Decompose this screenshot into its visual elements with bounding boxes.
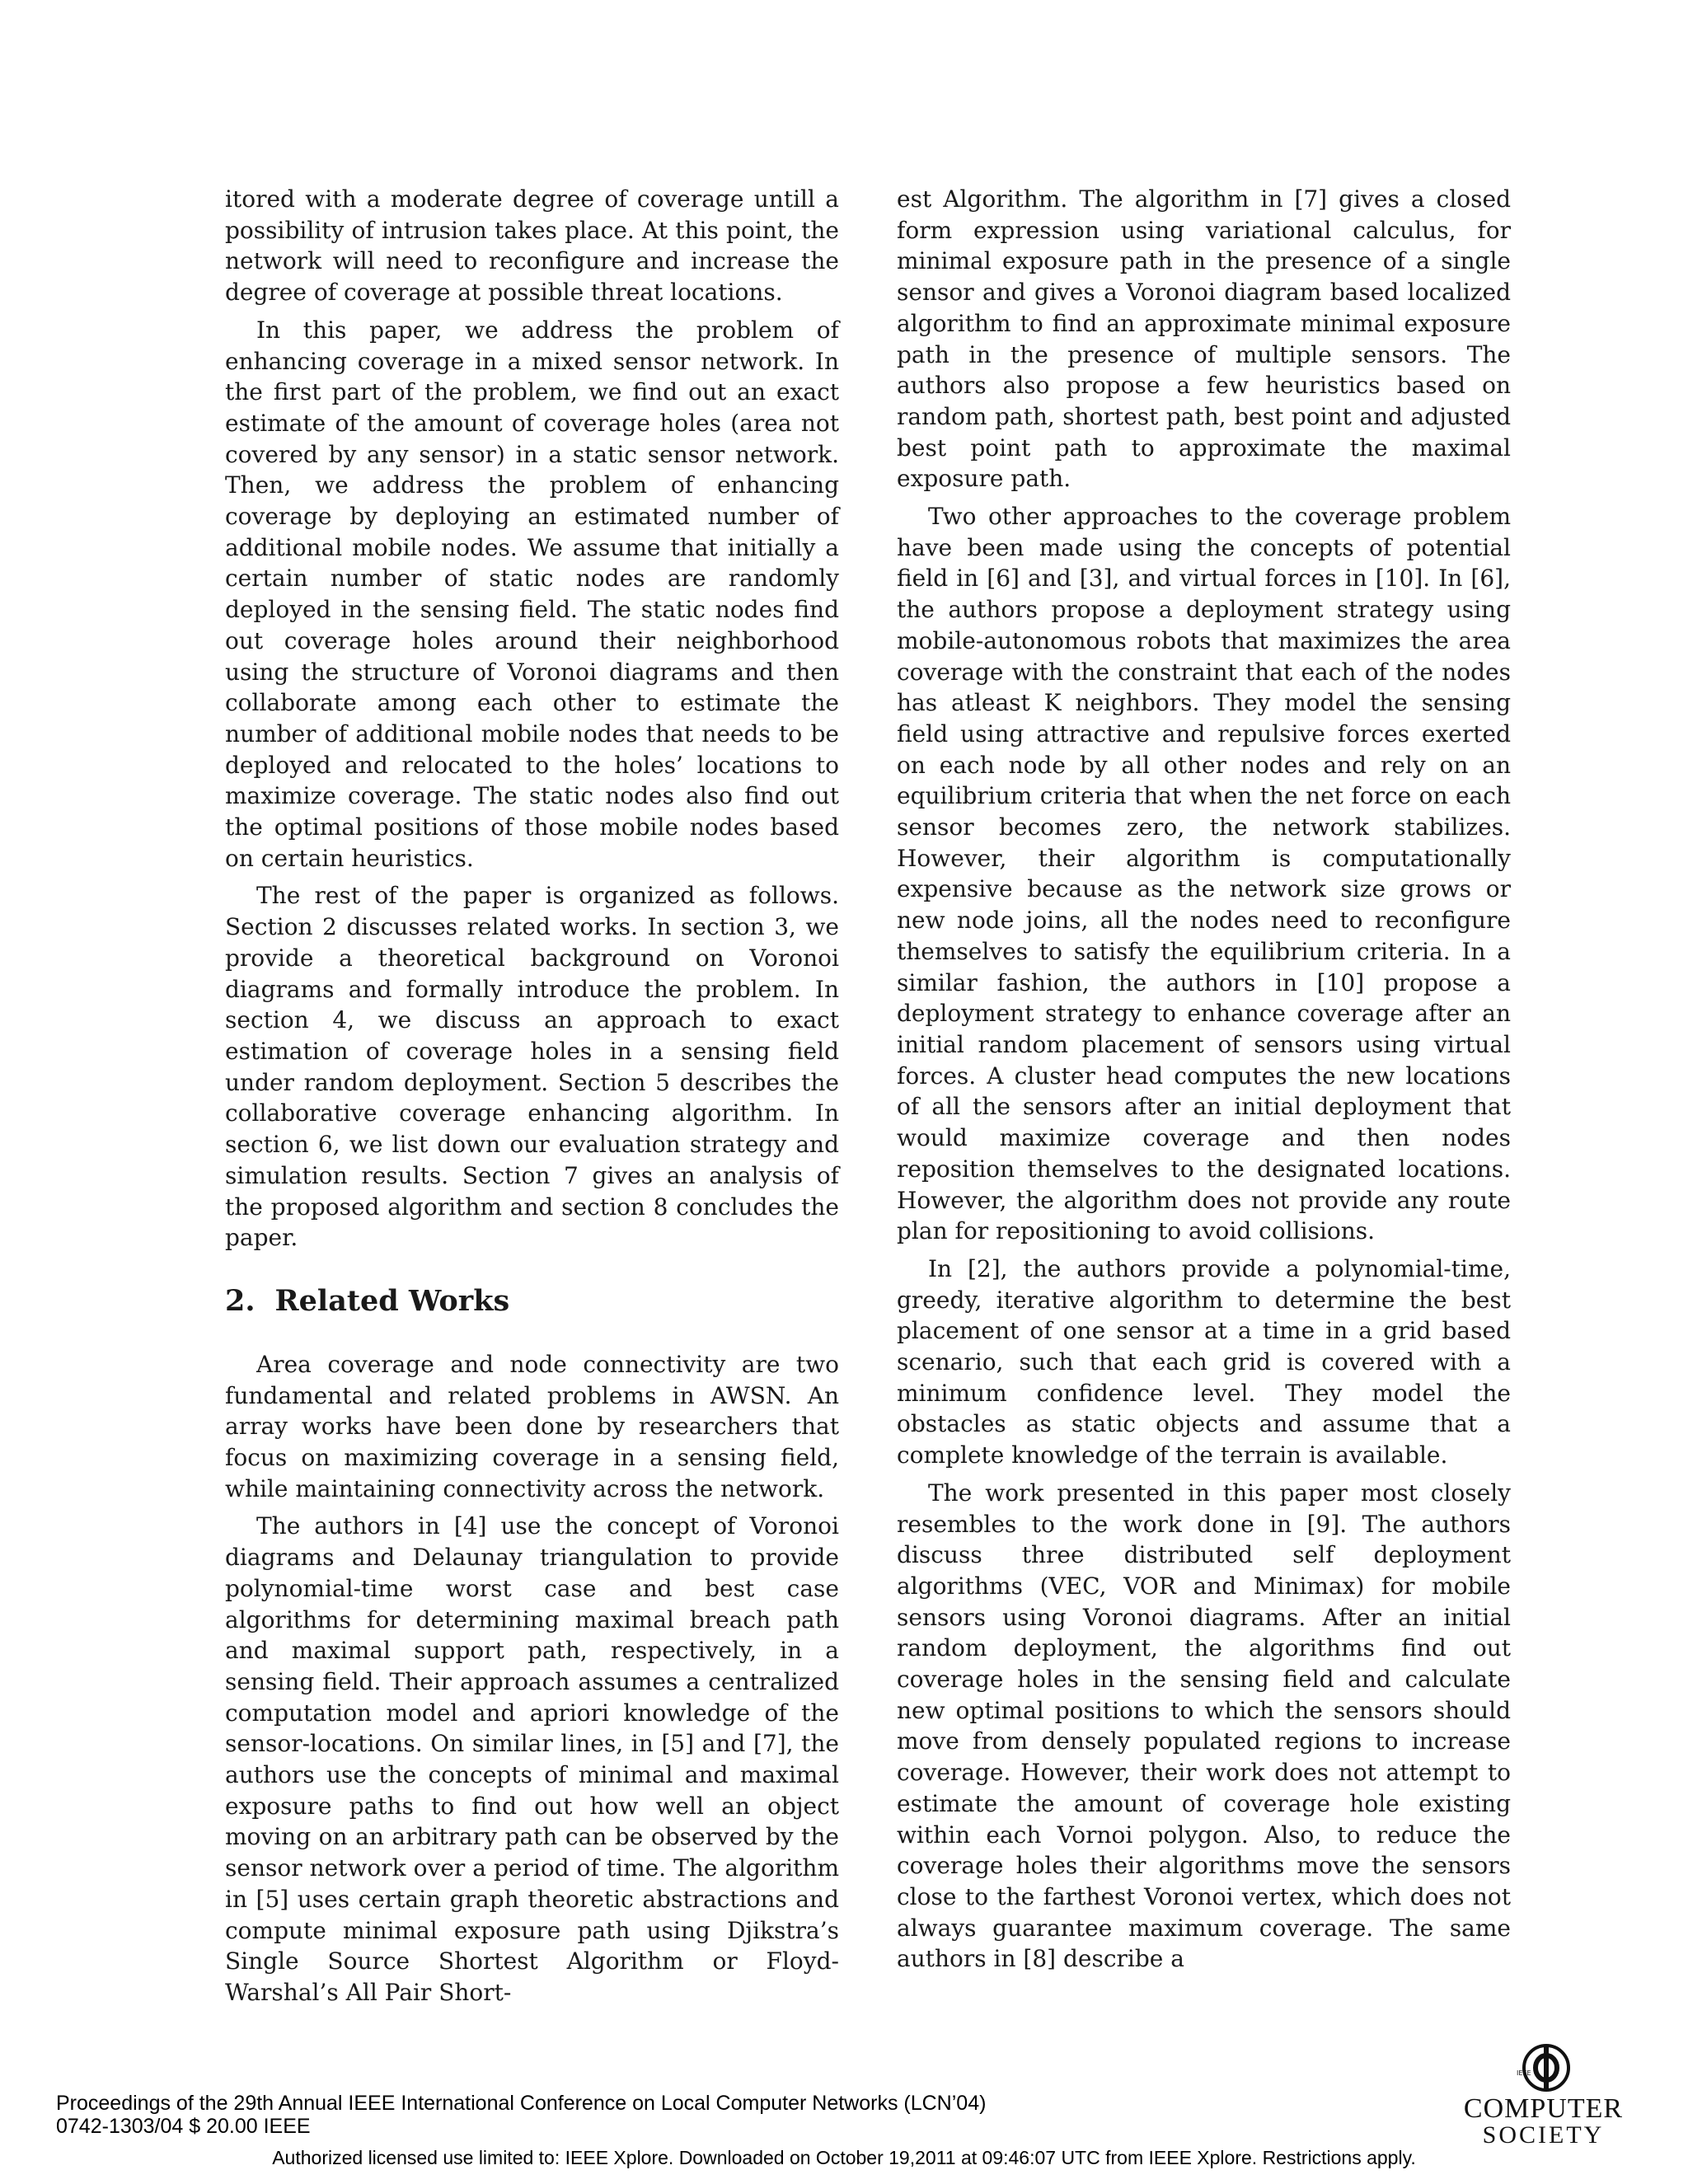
ieee-mark: IEEE	[1516, 2069, 1531, 2077]
logo-line-society: SOCIETY	[1482, 2121, 1605, 2149]
right-column	[897, 184, 1511, 1975]
logo-line-computer: COMPUTER	[1463, 2093, 1624, 2124]
section-title: Related Works	[274, 1283, 510, 1318]
paragraph: The rest of the paper is organized as follows. Section 2 discusses related works. In section 3, we provide a theoretical background on Voronoi diagrams and formally introduce the problem. In section 4, we discuss an approach to exact estimation of coverage holes in a sensing field under random deployment. Section 5 describes the collaborative coverage enhancing algorithm. In section 6, we list down our evaluation strategy and simulation results. Section 7 gives an analysis of the proposed algorithm and section 8 concludes the paper.	[225, 882, 839, 1252]
paragraph: In [2], the authors provide a polynomial-time, greedy, iterative algorithm to determine the best placement of one sensor at a time in a grid based scenario, such that each grid is covered with a minimum confidence level. They model the obstacles as static objects and assume that a complete knowledge of the terrain is available.	[897, 1254, 1511, 1469]
computer-society-logo	[1455, 2042, 1632, 2149]
ieee-logo-icon	[1515, 2042, 1573, 2093]
left-column	[225, 184, 839, 2008]
authorization-notice: Authorized licensed use limited to: IEEE Xplore. Downloaded on October 19,2011 at 09:46:07 UTC from IEEE Xplore. Restrictions apply.	[272, 2147, 1416, 2168]
paragraph: In this paper, we address the problem of enhancing coverage in a mixed sensor network. In the first part of the problem, we find out an exact estimate of the amount of coverage holes (area not covered by any sensor) in a static sensor network. Then, we address the problem of enhancing coverage by deploying an estimated number of additional mobile nodes. We assume that initially a certain number of static nodes are randomly deployed in the sensing field. The static nodes find out coverage holes around their neighborhood using the structure of Voronoi diagrams and then collaborate among each other to estimate the number of additional mobile nodes that needs to be deployed and relocated to the holes’ locations to maximize coverage. The static nodes also find out the optimal positions of those mobile nodes based on certain heuristics.	[225, 316, 839, 872]
paragraph: The authors in [4] use the concept of Voronoi diagrams and Delaunay triangulation to provide polynomial-time worst case and best case algorithms for determining maximal breach path and maximal support path, respectively, in a sensing field. Their approach assumes a centralized computation model and apriori knowledge of the sensor-locations. On similar lines, in [5] and [7], the authors use the concepts of minimal and maximal exposure paths to find out how well an object moving on an arbitrary path can be observed by the sensor network over a period of time. The algorithm in [5] uses certain graph theoretic abstractions and compute minimal exposure path using Djikstra’s Single Source Shortest Algorithm or Floyd-Warshal’s All Pair Short-	[225, 1512, 839, 2006]
paragraph: itored with a moderate degree of coverage untill a possibility of intrusion takes place. At this point, the network will need to reconfigure and increase the degree of coverage at possible threat locations.	[225, 185, 839, 307]
paragraph: est Algorithm. The algorithm in [7] gives a closed form expression using variational calculus, for minimal exposure path in the presence of a single sensor and gives a Voronoi diagram based localized algorithm to find an approximate minimal exposure path in the presence of multiple sensors. The authors also propose a few heuristics based on random path, shortest path, best point and adjusted best point path to approximate the maximal exposure path.	[897, 185, 1511, 493]
section-heading	[225, 1283, 839, 1319]
paragraph: Area coverage and node connectivity are two fundamental and related problems in AWSN. An array works have been done by researchers that focus on maximizing coverage in a sensing field, while maintaining connectivity across the network.	[225, 1350, 839, 1502]
section-number: 2.	[225, 1283, 256, 1318]
issn-line: 0742-1303/04 $ 20.00 IEEE	[56, 2115, 311, 2138]
proceedings-footer	[56, 2092, 986, 2138]
proceedings-line: Proceedings of the 29th Annual IEEE International Conference on Local Computer Networks (LCN’04)	[56, 2092, 987, 2115]
paragraph: Two other approaches to the coverage problem have been made using the concepts of potential field in [6] and [3], and virtual forces in [10]. In [6], the authors propose a deployment strategy using mobile-autonomous robots that maximizes the area coverage with the constraint that each of the nodes has atleast K neighbors. They model the sensing field using attractive and repulsive forces exerted on each node by all other nodes and rely on an equilibrium criteria that when the net force on each sensor becomes zero, the network stabilizes. However, their algorithm is computationally expensive because as the network size grows or new node joins, all the nodes need to reconfigure themselves to satisfy the equilibrium criteria. In a similar fashion, the authors in [10] propose a deployment strategy to enhance coverage after an initial random placement of sensors using virtual forces. A cluster head computes the new locations of all the sensors after an initial deployment that would maximize coverage and then nodes reposition themselves to the designated locations. However, the algorithm does not provide any route plan for repositioning to avoid collisions.	[897, 503, 1511, 1245]
paragraph: The work presented in this paper most closely resembles to the work done in [9]. The authors discuss three distributed self deployment algorithms (VEC, VOR and Minimax) for mobile sensors using Voronoi diagrams. After an initial random deployment, the algorithms find out coverage holes in the sensing field and calculate new optimal positions to which the sensors should move from densely populated regions to increase coverage. However, their work does not attempt to estimate the amount of coverage hole existing within each Vornoi polygon. Also, to reduce the coverage holes their algorithms move the sensors close to the farthest Voronoi vertex, which does not always guarantee maximum coverage. The same authors in [8] describe a	[897, 1479, 1511, 1973]
